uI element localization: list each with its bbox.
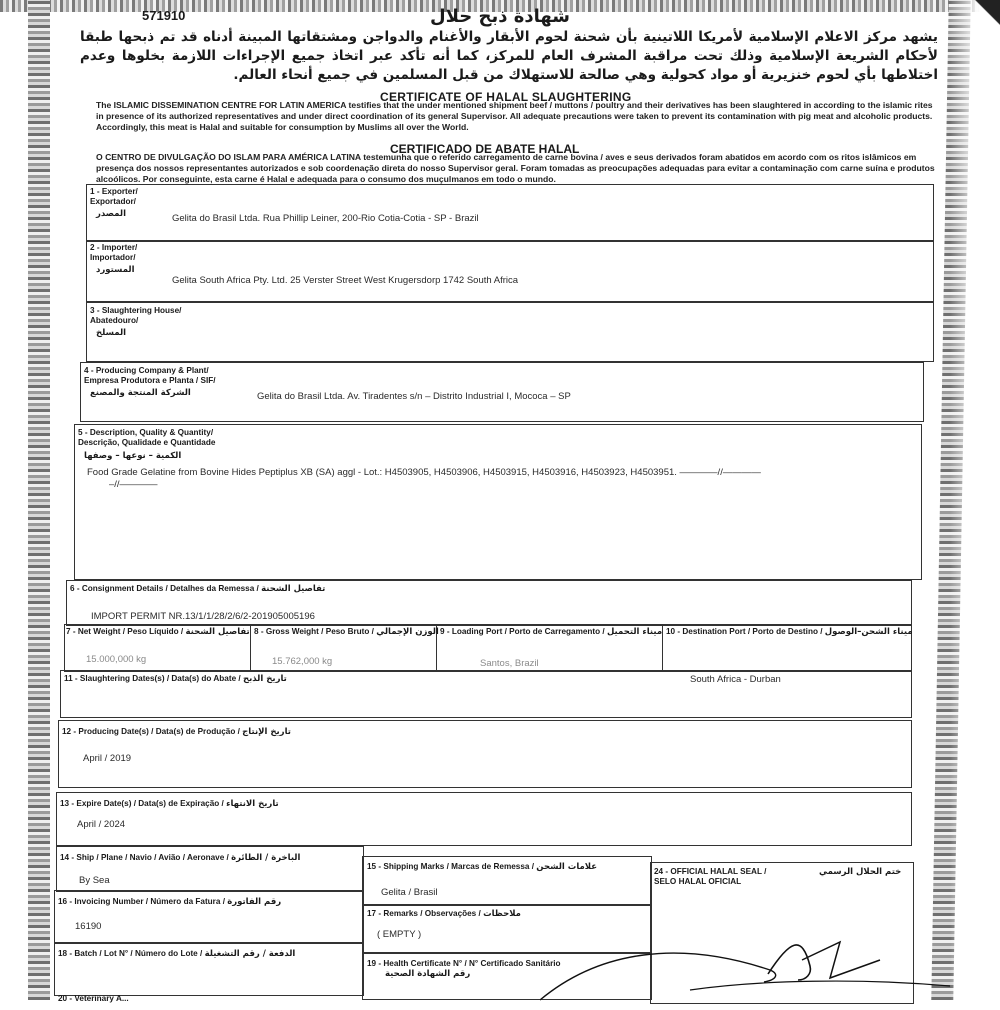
expire-dates-label [60,799,279,809]
destination-port-value: South Africa - Durban [690,674,781,685]
producing-company-value: Gelita do Brasil Ltda. Av. Tiradentes s/n – Distrito Industrial I, Mococa – SP [257,391,571,402]
invoicing-number-label-text: 16 - Invoicing Number / Número da Fatura / [58,897,225,906]
producing-company-section [80,362,924,422]
english-body: The ISLAMIC DISSEMINATION CENTRE FOR LATIN AMERICA testifies that the under mentioned shipment beef / muttons / poultry and their derivatives has been slaughtered in according to the islamic rites in presence of its authorized representatives and under direct coordination of its general Supervisor. All adequate precautions were taken to prevent its contamination with pig meat and alcoholic products. Accordingly, this meat is Halal and suitable for consumption by Muslims all over the World. [96,100,933,132]
description-value-continuation: –//———— [109,479,158,490]
gross-weight-label-arabic: الوزن الإجمالي [376,627,439,637]
shipping-marks-label-arabic: علامات الشحن [536,862,598,872]
veterinary-label: 20 - Veterinary A... [58,994,129,1003]
certificate-serial-number: 571910 [142,8,186,23]
slaughtering-house-section [86,302,934,362]
ship-value: By Sea [79,875,110,886]
loading-port-cell [436,624,663,670]
producing-dates-section [58,720,912,788]
description-value: Food Grade Gelatine from Bovine Hides Peptiplus XB (SA) aggl - Lot.: H4503905, H4503906, H4503915, H4503916, H4503923, H4503951. ————//———— [87,467,761,478]
shipping-marks-value: Gelita / Brasil [381,887,438,898]
exporter-section [86,184,934,242]
net-weight-label-arabic: تفاصيل الشحنة [185,627,250,637]
page-edge [950,0,1000,1000]
gross-weight-label [254,627,439,637]
consignment-section [66,580,912,626]
expire-dates-label-text: 13 - Expire Date(s) / Data(s) de Expiração / [60,799,224,808]
remarks-label-text: 17 - Remarks / Observações / [367,909,481,918]
health-certificate-label: 19 - Health Certificate N° / N° Certificado Sanitário [367,959,561,968]
invoicing-number-label-arabic: رقم الفاتورة [227,897,282,907]
importer-section [86,240,934,302]
slaughtering-dates-section [60,670,912,718]
net-weight-label-text: 7 - Net Weight / Peso Líquido / [66,627,184,636]
producing-dates-label-arabic: تاريخ الإنتاج [242,727,291,737]
loading-port-label-arabic: ميناء التحميل [606,627,663,637]
importer-value: Gelita South Africa Pty. Ltd. 25 Verster Street West Krugersdorp 1742 South Africa [172,275,519,286]
producing-dates-label-text: 12 - Producing Date(s) / Data(s) de Produção / [62,727,240,736]
consignment-label-text: 6 - Consignment Details / Detalhes da Remessa / [70,584,259,593]
shipping-marks-section [362,856,652,906]
expire-dates-section [56,792,912,846]
ship-label-arabic: الباخرة / الطائرة [231,853,301,863]
exporter-value: Gelita do Brasil Ltda. Rua Phillip Leiner, 200-Rio Cotia-Cotia - SP - Brazil [172,213,479,224]
signature-mark [540,930,960,1010]
exporter-label: 1 - Exporter/ Exportador/ [90,187,138,206]
description-label-arabic: الكمية – نوعها – وصفها [84,451,182,461]
description-section [74,424,922,580]
expire-dates-label-arabic: تاريخ الانتهاء [226,799,279,809]
importer-label-arabic: المستورد [96,265,135,275]
consignment-value: IMPORT PERMIT NR.13/1/1/28/2/6/2-201905005196 [91,611,315,622]
slaughtering-house-label: 3 - Slaughtering House/ Abatedouro/ [90,306,182,325]
remarks-value: ( EMPTY ) [377,929,422,940]
description-label: 5 - Description, Quality & Quantity/ Descrição, Qualidade e Quantidade [78,428,216,447]
remarks-label-arabic: ملاحظات [483,909,521,919]
destination-port-label-arabic: ميناء الشحن–الوصول [824,627,913,637]
shipping-marks-label-text: 15 - Shipping Marks / Marcas de Remessa / [367,862,535,871]
importer-label: 2 - Importer/ Importador/ [90,243,138,262]
slaughtering-house-label-arabic: المسلخ [96,328,127,338]
batch-label-arabic: الدفعة / رقم التشغيلة [204,949,296,959]
health-certificate-label-arabic: رقم الشهادة الصحية [385,969,471,979]
portuguese-body: O CENTRO DE DIVULGAÇÃO DO ISLAM PARA AMÉRICA LATINA testemunha que o referido carregamento de carne bovina / aves e seus derivados foram abatidos em acordo com os ritos islâmicos em presença dos nossos representantes autorizados e sob coordenação direta do nosso Supervisor geral. Foram tomadas as preocupações adequadas para evitar a contaminação com carne suína e produtos alcoólicos. Por conseguinte, esta carne é Halal e adequada para o consumo dos muçulmanos em todo o mundo. [96,152,935,184]
loading-port-label-text: 9 - Loading Port / Porto de Carregamento / [440,627,605,636]
decorative-border-left [28,0,50,1000]
net-weight-cell [64,624,251,670]
exporter-label-arabic: المصدر [96,209,126,219]
loading-port-label [440,627,662,637]
arabic-intro: يشهد مركز الاعلام الإسلامية لأمريكا اللاتينية بأن شحنة لحوم الأبقار والأغنام والدواجن ومشتقاتها المبينة أدناه قد تم ذبحها طبقا لأحكام الشريعة الإسلامية وذلك تحت مراقبة المشرف العام للمركز، كما أنه تأكد عبر اتخاذ جميع الإجراءات اللازمة بخلوها وعدم اختلاطها بأي لحوم خنزيرية أو مواد كحولية وهي صالحة للاستهلاك من قبل المسلمين في جميع أنحاء العالم. [80,29,938,83]
producing-company-label: 4 - Producing Company & Plant/ Empresa Produtora e Planta / SIF/ [84,366,216,385]
scan-corner-shadow [960,0,1000,40]
destination-port-cell [664,624,913,685]
producing-dates-value: April / 2019 [83,753,132,764]
invoicing-number-value: 16190 [75,921,102,932]
ship-label [60,853,300,863]
gross-weight-value: 15.762,000 kg [272,656,333,667]
producing-company-label-arabic: الشركة المنتجة والمصنع [90,388,191,398]
gross-weight-cell [250,624,437,670]
loading-port-value: Santos, Brazil [480,658,539,669]
remarks-label [367,909,521,919]
slaughtering-dates-label-arabic: تاريخ الذبح [242,674,287,684]
halal-seal-label-arabic: ختم الحلال الرسمي [819,867,902,877]
destination-port-label-text: 10 - Destination Port / Porto de Destino / [666,627,823,636]
invoicing-number-section [54,890,364,944]
producing-dates-label [62,727,291,737]
consignment-label [70,584,325,594]
ship-label-text: 14 - Ship / Plane / Navio / Avião / Aeronave / [60,853,229,862]
slaughtering-dates-label-text: 11 - Slaughtering Dates(s) / Data(s) do Abate / [64,674,241,683]
arabic-title: شهادة ذبح حلال [430,6,570,27]
portuguese-title: CERTIFICADO DE ABATE HALAL [390,142,580,156]
net-weight-value: 15.000,000 kg [86,654,147,665]
halal-seal-label: 24 - OFFICIAL HALAL SEAL / SELO HALAL OFICIAL [654,867,767,886]
english-title: CERTIFICATE OF HALAL SLAUGHTERING [380,90,632,104]
expire-dates-value: April / 2024 [77,819,126,830]
destination-port-label [666,627,913,637]
batch-section [54,942,364,996]
consignment-label-arabic: تفاصيل الشحنة [261,584,326,594]
invoicing-number-label [58,897,281,907]
net-weight-label [66,627,250,637]
ship-section [56,846,364,892]
gross-weight-label-text: 8 - Gross Weight / Peso Bruto / [254,627,374,636]
batch-label-text: 18 - Batch / Lot N° / Número do Lote / [58,949,203,958]
shipping-marks-label [367,862,597,872]
slaughtering-dates-label [64,674,287,684]
batch-label [58,949,295,959]
